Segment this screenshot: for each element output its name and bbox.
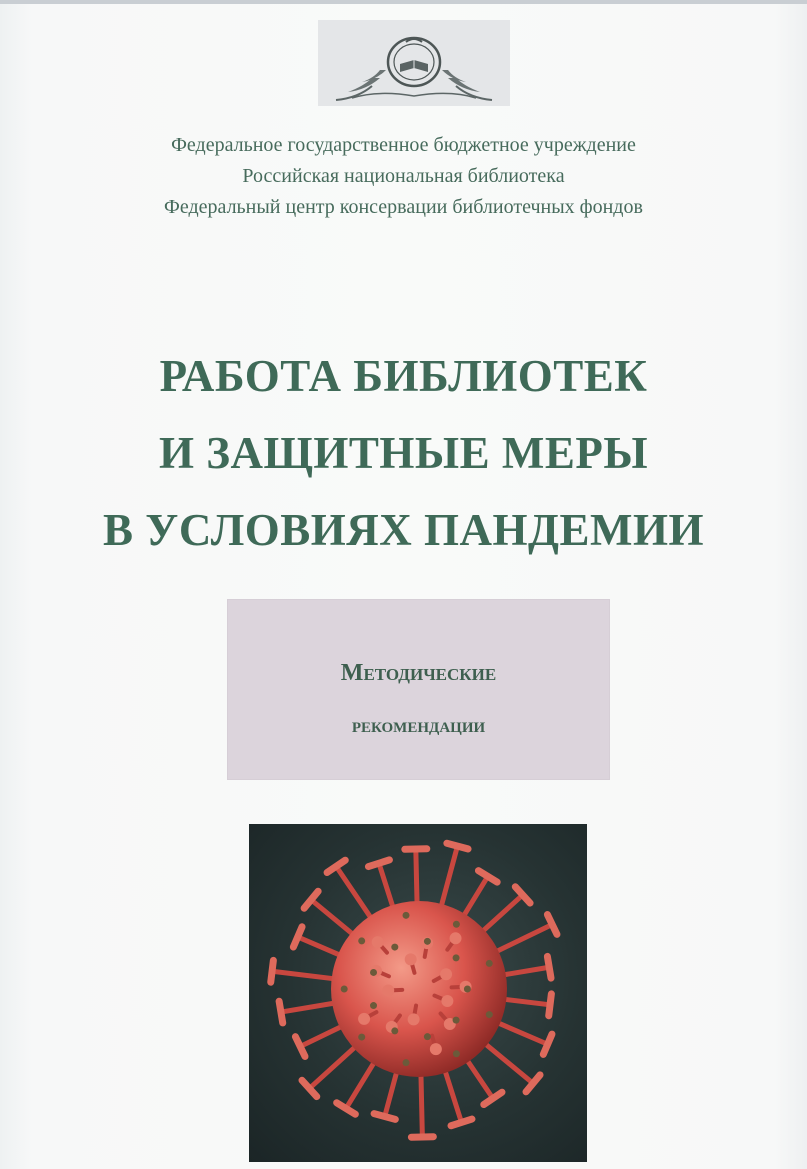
subtitle-line: рекомендации: [351, 713, 486, 737]
virus-dot: [403, 912, 410, 919]
virus-spike-tip: [405, 849, 427, 850]
virus-spike-tip: [279, 1001, 283, 1023]
institution-line: Федеральный центр консервации библиотечных фондов: [164, 196, 643, 218]
subtitle-line: Методические: [340, 660, 497, 686]
virus-spike: [336, 866, 373, 921]
virus-spike: [379, 863, 394, 911]
title-line: В УСЛОВИЯХ ПАНДЕМИИ: [103, 505, 704, 555]
virus-spike: [444, 1067, 462, 1122]
virus-spike-tip: [382, 985, 394, 997]
virus-dot: [403, 1059, 410, 1066]
top-edge: [0, 0, 807, 4]
virus-spike-tip: [430, 1043, 442, 1055]
virus-spike: [440, 846, 457, 910]
title-line: РАБОТА БИБЛИОТЕК: [159, 351, 648, 401]
virus-spike: [300, 1025, 345, 1047]
virus-spike-tip: [408, 1013, 420, 1025]
virus-dot: [453, 1050, 460, 1057]
subtitle-panel: [227, 599, 610, 780]
institution-line: Федеральное государственное бюджетное учреждение: [171, 134, 636, 156]
virus-spike-tip: [358, 1013, 370, 1025]
virus-spike: [298, 937, 344, 957]
virus-dot: [453, 954, 460, 961]
coronavirus-illustration: [249, 824, 587, 1162]
virus-spike-tip: [372, 936, 384, 948]
subtitle: [227, 647, 610, 751]
virus-spike-tip: [440, 968, 452, 980]
virus-spike-tip: [543, 1034, 552, 1054]
virus-spike-tip: [447, 843, 468, 849]
virus-spike-tip: [547, 956, 551, 978]
virus-spike-tip: [368, 860, 389, 867]
virus-spike: [500, 999, 550, 1005]
virus-dot: [391, 944, 398, 951]
virus-dot: [453, 921, 460, 928]
virus-spike: [385, 1068, 398, 1116]
virus-spike: [281, 1003, 338, 1013]
virus-dot: [391, 1027, 398, 1034]
virus-spike: [309, 1044, 358, 1088]
virus-spike: [416, 849, 417, 907]
institution-block: [0, 130, 807, 223]
virus-spike: [346, 1059, 376, 1108]
virus-spike-tip: [547, 915, 557, 935]
virus-dot: [424, 938, 431, 945]
virus-spike: [482, 1041, 533, 1083]
virus-dot: [453, 1017, 460, 1024]
virus-spike: [462, 876, 488, 919]
emblem-icon: [318, 20, 510, 106]
virus-spike: [494, 1021, 547, 1044]
virus-spike: [493, 924, 552, 953]
virus-dot: [341, 986, 348, 993]
virus-spike-tip: [293, 927, 302, 947]
virus-spike: [272, 971, 338, 979]
title-line: И ЗАЩИТНЫЕ МЕРЫ: [158, 428, 649, 478]
virus-body: [331, 901, 507, 1077]
virus-dot: [370, 969, 377, 976]
virus-dot: [486, 960, 493, 967]
virus-spike: [465, 1057, 493, 1098]
virus-spike-tip: [271, 960, 274, 982]
virus-dot: [358, 1034, 365, 1041]
virus-spike: [500, 967, 549, 975]
virus-spike: [480, 895, 523, 934]
virus-dot: [486, 1011, 493, 1018]
virus-icon: [249, 824, 587, 1162]
virus-dot: [358, 937, 365, 944]
library-emblem: [318, 20, 510, 106]
virus-spike: [311, 900, 356, 937]
virus-spike-tip: [549, 994, 552, 1016]
virus-spike-tip: [450, 932, 462, 944]
virus-spike-tip: [451, 1119, 472, 1126]
virus-spike-tip: [441, 995, 453, 1007]
virus-dot: [464, 986, 471, 993]
virus-spike-tip: [374, 1114, 395, 1120]
virus-spike: [421, 1071, 423, 1137]
virus-spike-tip: [295, 1037, 305, 1057]
virus-spike-tip: [337, 1103, 356, 1114]
institution-line: Российская национальная библиотека: [242, 165, 565, 187]
book-title: [0, 338, 807, 569]
virus-spike-tip: [478, 871, 497, 882]
virus-spike-tip: [405, 953, 417, 965]
virus-spike-tip: [411, 1137, 433, 1138]
virus-dot: [370, 1002, 377, 1009]
virus-dot: [424, 1033, 431, 1040]
